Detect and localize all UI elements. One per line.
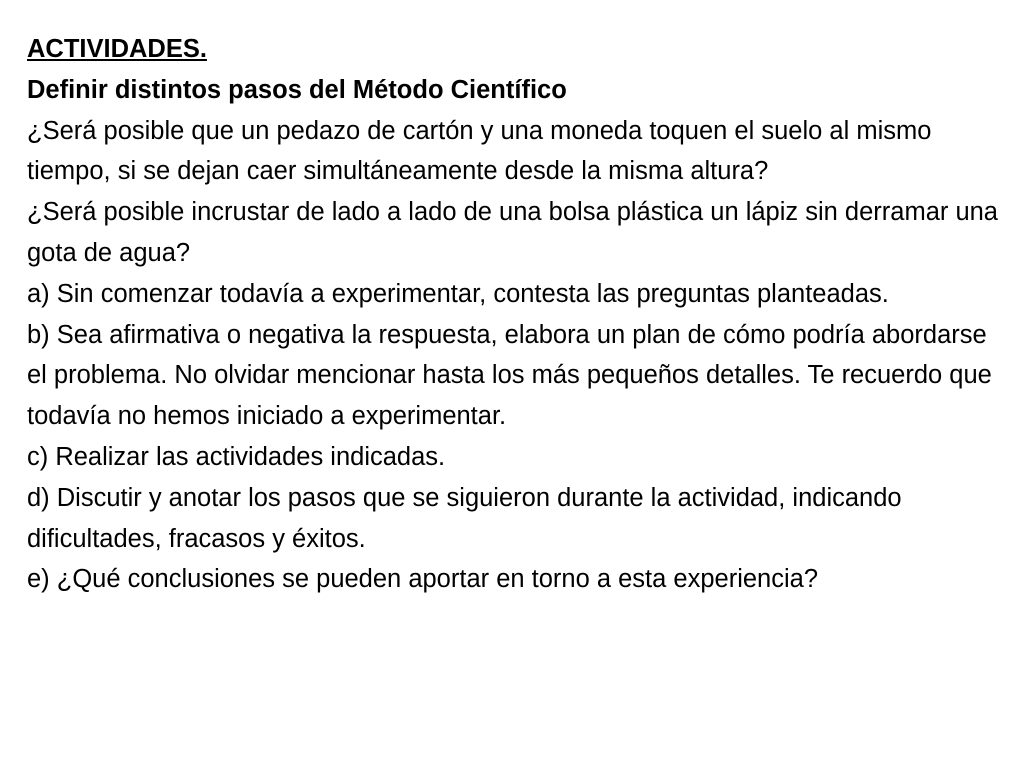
activities-heading: ACTIVIDADES.: [27, 35, 207, 63]
question-paragraph-2: ¿Será posible incrustar de lado a lado de una bolsa plástica un lápiz sin derramar una gota de agua?: [27, 198, 998, 267]
step-e: e) ¿Qué conclusiones se pueden aportar en torno a esta experiencia?: [27, 565, 818, 594]
activities-subheading: Definir distintos pasos del Método Científico: [27, 75, 567, 104]
step-a: a) Sin comenzar todavía a experimentar, contesta las preguntas planteadas.: [27, 279, 889, 308]
step-b: b) Sea afirmativa o negativa la respuesta, elabora un plan de cómo podría abordarse el problema. No olvidar mencionar hasta los más pequeños detalles. Te recuerdo que todavía no hemos iniciado a experimentar.: [27, 320, 992, 431]
question-paragraph-1: ¿Será posible que un pedazo de cartón y una moneda toquen el suelo al mismo tiempo, si se dejan caer simultáneamente desde la misma altura?: [27, 116, 932, 186]
step-d: d) Discutir y anotar los pasos que se siguieron durante la actividad, indicando dificultades, fracasos y éxitos.: [27, 483, 902, 553]
slide-content: [27, 29, 1002, 600]
step-c: c) Realizar las actividades indicadas.: [27, 442, 446, 471]
